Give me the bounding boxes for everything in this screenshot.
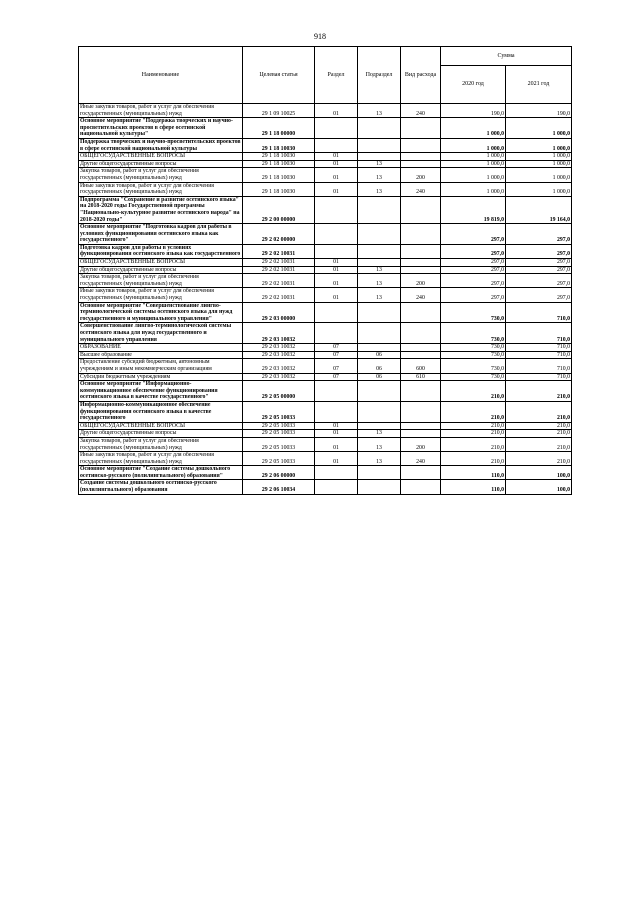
row-section: 01 bbox=[315, 153, 358, 161]
row-name: Предоставление субсидий бюджетным, автономным учреждениям и иным некоммерческим организациям bbox=[79, 359, 243, 373]
row-target-article: 29 2 05 10033 bbox=[243, 437, 315, 451]
row-name: ОБРАЗОВАНИЕ bbox=[79, 344, 243, 352]
table-row bbox=[79, 168, 572, 182]
row-sum-2021: 100,0 bbox=[506, 480, 572, 494]
row-section bbox=[315, 196, 358, 223]
row-sum-2020: 210,0 bbox=[441, 401, 506, 422]
row-sum-2021: 297,0 bbox=[506, 224, 572, 245]
row-sum-2020: 1 000,0 bbox=[441, 182, 506, 196]
row-sum-2021: 210,0 bbox=[506, 381, 572, 402]
row-sum-2021: 1 000,0 bbox=[506, 153, 572, 161]
row-sum-2020: 210,0 bbox=[441, 437, 506, 451]
row-target-article: 29 2 03 10032 bbox=[243, 323, 315, 344]
row-target-article: 29 2 03 10032 bbox=[243, 344, 315, 352]
row-target-article: 29 1 18 10030 bbox=[243, 182, 315, 196]
row-name: Субсидии бюджетным учреждениям bbox=[79, 373, 243, 381]
row-name: Иные закупки товаров, работ и услуг для обеспечения государственных (муниципальных) нужд bbox=[79, 104, 243, 118]
row-section: 01 bbox=[315, 160, 358, 168]
table-row bbox=[79, 302, 572, 323]
row-expense-type bbox=[401, 381, 441, 402]
row-target-article: 29 2 03 10032 bbox=[243, 359, 315, 373]
header-year-2020: 2020 год bbox=[441, 66, 506, 104]
row-expense-type bbox=[401, 466, 441, 480]
row-section: 07 bbox=[315, 351, 358, 359]
row-sum-2021: 710,0 bbox=[506, 351, 572, 359]
row-section bbox=[315, 466, 358, 480]
row-sum-2021: 190,0 bbox=[506, 104, 572, 118]
row-subsection bbox=[358, 466, 401, 480]
table-row bbox=[79, 466, 572, 480]
row-name: Совершенствование лингво-терминологической системы осетинского языка для нужд государственного и муниципального управления bbox=[79, 323, 243, 344]
row-subsection: 13 bbox=[358, 160, 401, 168]
row-sum-2020: 210,0 bbox=[441, 422, 506, 430]
table-row bbox=[79, 351, 572, 359]
table-row bbox=[79, 259, 572, 267]
row-sum-2020: 297,0 bbox=[441, 274, 506, 288]
row-expense-type bbox=[401, 266, 441, 274]
row-name: Закупка товаров, работ и услуг для обеспечения государственных (муниципальных) нужд bbox=[79, 274, 243, 288]
row-target-article: 29 2 02 00000 bbox=[243, 224, 315, 245]
row-subsection bbox=[358, 244, 401, 258]
row-subsection: 13 bbox=[358, 168, 401, 182]
row-name: Основное мероприятие "Поддержка творческих и научно-просветительских проектов в сфере осетинской национальной культуры" bbox=[79, 118, 243, 139]
header-target-article: Целевая статья bbox=[243, 47, 315, 104]
row-target-article: 29 1 18 10030 bbox=[243, 138, 315, 152]
row-target-article: 29 1 18 10030 bbox=[243, 153, 315, 161]
table-row bbox=[79, 401, 572, 422]
row-section bbox=[315, 480, 358, 494]
row-sum-2021: 1 000,0 bbox=[506, 182, 572, 196]
row-expense-type: 240 bbox=[401, 288, 441, 302]
row-sum-2021: 210,0 bbox=[506, 422, 572, 430]
row-sum-2020: 1 000,0 bbox=[441, 118, 506, 139]
row-subsection bbox=[358, 302, 401, 323]
row-name: Подпрограмма "Сохранение и развитие осетинского языка" на 2018-2020 годы Государственной программы "Национально-культурное развитие осетинского народа" на 2018-2020 годы" bbox=[79, 196, 243, 223]
row-target-article: 29 2 02 10031 bbox=[243, 244, 315, 258]
table-row bbox=[79, 160, 572, 168]
row-subsection: 13 bbox=[358, 437, 401, 451]
row-subsection bbox=[358, 422, 401, 430]
row-section bbox=[315, 244, 358, 258]
row-expense-type: 200 bbox=[401, 274, 441, 288]
row-target-article: 29 2 02 10031 bbox=[243, 259, 315, 267]
row-section bbox=[315, 138, 358, 152]
row-subsection: 13 bbox=[358, 104, 401, 118]
row-expense-type bbox=[401, 259, 441, 267]
row-sum-2020: 730,0 bbox=[441, 359, 506, 373]
table-body bbox=[79, 104, 572, 495]
row-section: 01 bbox=[315, 104, 358, 118]
row-expense-type bbox=[401, 422, 441, 430]
row-sum-2020: 730,0 bbox=[441, 373, 506, 381]
row-sum-2020: 730,0 bbox=[441, 344, 506, 352]
row-sum-2021: 210,0 bbox=[506, 437, 572, 451]
row-sum-2020: 19 819,0 bbox=[441, 196, 506, 223]
row-sum-2021: 297,0 bbox=[506, 244, 572, 258]
row-subsection bbox=[358, 259, 401, 267]
row-target-article: 29 2 03 10032 bbox=[243, 351, 315, 359]
table-row bbox=[79, 422, 572, 430]
row-sum-2020: 190,0 bbox=[441, 104, 506, 118]
row-expense-type: 240 bbox=[401, 452, 441, 466]
table-row bbox=[79, 274, 572, 288]
row-target-article: 29 2 02 10031 bbox=[243, 266, 315, 274]
row-name: Создание системы дошкольного осетинско-русского (полилингвального) образования bbox=[79, 480, 243, 494]
row-name: Другие общегосударственные вопросы bbox=[79, 160, 243, 168]
row-expense-type bbox=[401, 430, 441, 438]
page-number: 918 bbox=[314, 32, 326, 41]
table-row bbox=[79, 288, 572, 302]
row-sum-2020: 730,0 bbox=[441, 351, 506, 359]
row-sum-2021: 210,0 bbox=[506, 401, 572, 422]
table-row bbox=[79, 452, 572, 466]
row-expense-type: 200 bbox=[401, 437, 441, 451]
row-subsection: 13 bbox=[358, 452, 401, 466]
row-target-article: 29 1 18 00000 bbox=[243, 118, 315, 139]
row-sum-2021: 710,0 bbox=[506, 323, 572, 344]
table-row bbox=[79, 182, 572, 196]
table-row bbox=[79, 381, 572, 402]
row-sum-2020: 110,0 bbox=[441, 466, 506, 480]
row-subsection bbox=[358, 138, 401, 152]
row-expense-type bbox=[401, 224, 441, 245]
row-section bbox=[315, 323, 358, 344]
table-row bbox=[79, 323, 572, 344]
row-expense-type bbox=[401, 323, 441, 344]
row-expense-type bbox=[401, 118, 441, 139]
row-expense-type: 240 bbox=[401, 182, 441, 196]
row-sum-2020: 297,0 bbox=[441, 288, 506, 302]
table-row bbox=[79, 118, 572, 139]
row-target-article: 29 2 05 10033 bbox=[243, 430, 315, 438]
row-section: 01 bbox=[315, 168, 358, 182]
row-name: Поддержка творческих и научно-просветительских проектов в сфере осетинской национальной культуры bbox=[80, 138, 241, 152]
row-subsection bbox=[358, 196, 401, 223]
row-subsection: 06 bbox=[358, 373, 401, 381]
row-subsection bbox=[358, 344, 401, 352]
row-sum-2021: 710,0 bbox=[506, 344, 572, 352]
row-subsection: 13 bbox=[358, 288, 401, 302]
row-sum-2021: 710,0 bbox=[506, 359, 572, 373]
row-target-article: 29 2 06 10034 bbox=[243, 480, 315, 494]
row-target-article: 29 1 09 10025 bbox=[243, 104, 315, 118]
row-target-article: 29 2 02 10031 bbox=[243, 288, 315, 302]
header-expense-type: Вид расхода bbox=[401, 47, 441, 104]
row-expense-type: 600 bbox=[401, 359, 441, 373]
row-name: Другие общегосударственные вопросы bbox=[79, 266, 243, 274]
row-name: ОБЩЕГОСУДАРСТВЕННЫЕ ВОПРОСЫ bbox=[79, 153, 243, 161]
row-target-article: 29 1 18 10030 bbox=[243, 160, 315, 168]
header-subsection: Подраздел bbox=[358, 47, 401, 104]
row-target-article: 29 2 03 00000 bbox=[243, 302, 315, 323]
table-row bbox=[79, 153, 572, 161]
row-sum-2020: 1 000,0 bbox=[441, 138, 506, 152]
table-row bbox=[79, 138, 572, 152]
row-section bbox=[315, 381, 358, 402]
row-section: 01 bbox=[315, 266, 358, 274]
row-sum-2021: 1 000,0 bbox=[506, 168, 572, 182]
table-row bbox=[79, 344, 572, 352]
row-sum-2020: 297,0 bbox=[441, 259, 506, 267]
row-sum-2021: 710,0 bbox=[506, 302, 572, 323]
table-row bbox=[79, 359, 572, 373]
row-name: Основное мероприятие "Создание системы дошкольного осетинско-русского (полилингвального) образования" bbox=[79, 466, 243, 480]
row-sum-2021: 210,0 bbox=[506, 430, 572, 438]
row-subsection: 06 bbox=[358, 359, 401, 373]
row-expense-type bbox=[401, 196, 441, 223]
row-sum-2021: 297,0 bbox=[506, 288, 572, 302]
row-section: 01 bbox=[315, 430, 358, 438]
row-subsection: 13 bbox=[358, 266, 401, 274]
row-sum-2021: 1 000,0 bbox=[506, 118, 572, 139]
table-row bbox=[79, 224, 572, 245]
row-sum-2021: 1 000,0 bbox=[506, 160, 572, 168]
row-expense-type bbox=[401, 480, 441, 494]
row-sum-2020: 1 000,0 bbox=[441, 168, 506, 182]
row-target-article: 29 2 02 10031 bbox=[243, 274, 315, 288]
row-expense-type bbox=[401, 138, 441, 152]
row-target-article: 29 1 18 10030 bbox=[243, 168, 315, 182]
row-name: Закупка товаров, работ и услуг для обеспечения государственных (муниципальных) нужд bbox=[79, 437, 243, 451]
row-section: 07 bbox=[315, 373, 358, 381]
row-expense-type: 200 bbox=[401, 168, 441, 182]
row-expense-type bbox=[401, 244, 441, 258]
row-sum-2020: 210,0 bbox=[441, 381, 506, 402]
row-subsection bbox=[358, 401, 401, 422]
row-subsection bbox=[358, 480, 401, 494]
table-row bbox=[79, 244, 572, 258]
row-name: ОБЩЕГОСУДАРСТВЕННЫЕ ВОПРОСЫ bbox=[79, 259, 243, 267]
row-subsection bbox=[358, 153, 401, 161]
header-section: Раздел bbox=[315, 47, 358, 104]
row-name: Иные закупки товаров, работ и услуг для обеспечения государственных (муниципальных) нужд bbox=[79, 182, 243, 196]
table-row bbox=[79, 196, 572, 223]
row-sum-2020: 730,0 bbox=[441, 302, 506, 323]
row-expense-type: 610 bbox=[401, 373, 441, 381]
row-name: Подготовка кадров для работы в условиях функционирования осетинского языка как государственного bbox=[79, 244, 243, 258]
row-sum-2021: 297,0 bbox=[506, 274, 572, 288]
row-name: Основное мероприятие "Совершенствование лингво-терминологической системы осетинского языка для нужд государственного и муниципального управления" bbox=[79, 302, 243, 323]
row-name: Информационно-коммуникационное обеспечение функционирования осетинского языка в качестве государственного bbox=[79, 401, 243, 422]
row-target-article: 29 2 05 00000 bbox=[243, 381, 315, 402]
row-target-article: 29 2 05 10033 bbox=[243, 452, 315, 466]
row-sum-2020: 297,0 bbox=[441, 224, 506, 245]
row-expense-type bbox=[401, 302, 441, 323]
row-sum-2020: 297,0 bbox=[441, 266, 506, 274]
row-expense-type bbox=[401, 351, 441, 359]
row-section bbox=[315, 118, 358, 139]
row-sum-2021: 297,0 bbox=[506, 259, 572, 267]
table-row bbox=[79, 437, 572, 451]
row-section: 01 bbox=[315, 182, 358, 196]
row-section bbox=[315, 401, 358, 422]
row-subsection: 06 bbox=[358, 351, 401, 359]
row-expense-type: 240 bbox=[401, 104, 441, 118]
row-subsection: 13 bbox=[358, 430, 401, 438]
table-row bbox=[79, 104, 572, 118]
row-sum-2020: 110,0 bbox=[441, 480, 506, 494]
row-name: Основное мероприятие "Подготовка кадров для работы в условиях функционирования осетинского языка как государственного" bbox=[79, 224, 243, 245]
row-subsection bbox=[358, 323, 401, 344]
row-name: ОБЩЕГОСУДАРСТВЕННЫЕ ВОПРОСЫ bbox=[79, 422, 243, 430]
row-name: Другие общегосударственные вопросы bbox=[79, 430, 243, 438]
row-sum-2020: 210,0 bbox=[441, 452, 506, 466]
row-sum-2021: 297,0 bbox=[506, 266, 572, 274]
row-subsection bbox=[358, 118, 401, 139]
row-name: Основное мероприятие "Информационно-коммуникационное обеспечение функционирования осетинского языка в качестве государственного" bbox=[79, 381, 243, 402]
row-section: 01 bbox=[315, 452, 358, 466]
row-sum-2020: 297,0 bbox=[441, 244, 506, 258]
row-section: 01 bbox=[315, 437, 358, 451]
row-section: 01 bbox=[315, 259, 358, 267]
row-name: Высшее образование bbox=[79, 351, 243, 359]
row-expense-type bbox=[401, 160, 441, 168]
row-section bbox=[315, 302, 358, 323]
row-name: Иные закупки товаров, работ и услуг для обеспечения государственных (муниципальных) нужд bbox=[79, 288, 243, 302]
row-target-article: 29 2 05 10033 bbox=[243, 422, 315, 430]
row-subsection: 13 bbox=[358, 274, 401, 288]
row-subsection bbox=[358, 381, 401, 402]
row-expense-type bbox=[401, 153, 441, 161]
row-name: Закупка товаров, работ и услуг для обеспечения государственных (муниципальных) нужд bbox=[79, 168, 243, 182]
row-subsection: 13 bbox=[358, 182, 401, 196]
row-target-article: 29 2 05 10033 bbox=[243, 401, 315, 422]
row-sum-2021: 710,0 bbox=[506, 373, 572, 381]
row-section: 01 bbox=[315, 274, 358, 288]
row-section: 01 bbox=[315, 422, 358, 430]
table-row bbox=[79, 430, 572, 438]
row-expense-type bbox=[401, 344, 441, 352]
table-row bbox=[79, 373, 572, 381]
table-row bbox=[79, 480, 572, 494]
row-sum-2020: 730,0 bbox=[441, 323, 506, 344]
row-sum-2020: 1 000,0 bbox=[441, 153, 506, 161]
table-row bbox=[79, 266, 572, 274]
row-section: 07 bbox=[315, 344, 358, 352]
row-sum-2020: 1 000,0 bbox=[441, 160, 506, 168]
header-year-2021: 2021 год bbox=[506, 66, 572, 104]
row-sum-2020: 210,0 bbox=[441, 430, 506, 438]
budget-table bbox=[78, 46, 572, 495]
row-target-article: 29 2 00 00000 bbox=[243, 196, 315, 223]
row-sum-2021: 100,0 bbox=[506, 466, 572, 480]
row-target-article: 29 2 06 00000 bbox=[243, 466, 315, 480]
row-section: 07 bbox=[315, 359, 358, 373]
header-name: Наименование bbox=[79, 47, 243, 104]
row-expense-type bbox=[401, 401, 441, 422]
row-name: Иные закупки товаров, работ и услуг для обеспечения государственных (муниципальных) нужд bbox=[79, 452, 243, 466]
row-sum-2021: 1 000,0 bbox=[506, 138, 572, 152]
row-target-article: 29 2 03 10032 bbox=[243, 373, 315, 381]
row-section bbox=[315, 224, 358, 245]
row-subsection bbox=[358, 224, 401, 245]
header-sum: Сумма bbox=[441, 47, 572, 66]
row-sum-2021: 19 164,0 bbox=[506, 196, 572, 223]
row-sum-2021: 210,0 bbox=[506, 452, 572, 466]
row-section: 01 bbox=[315, 288, 358, 302]
